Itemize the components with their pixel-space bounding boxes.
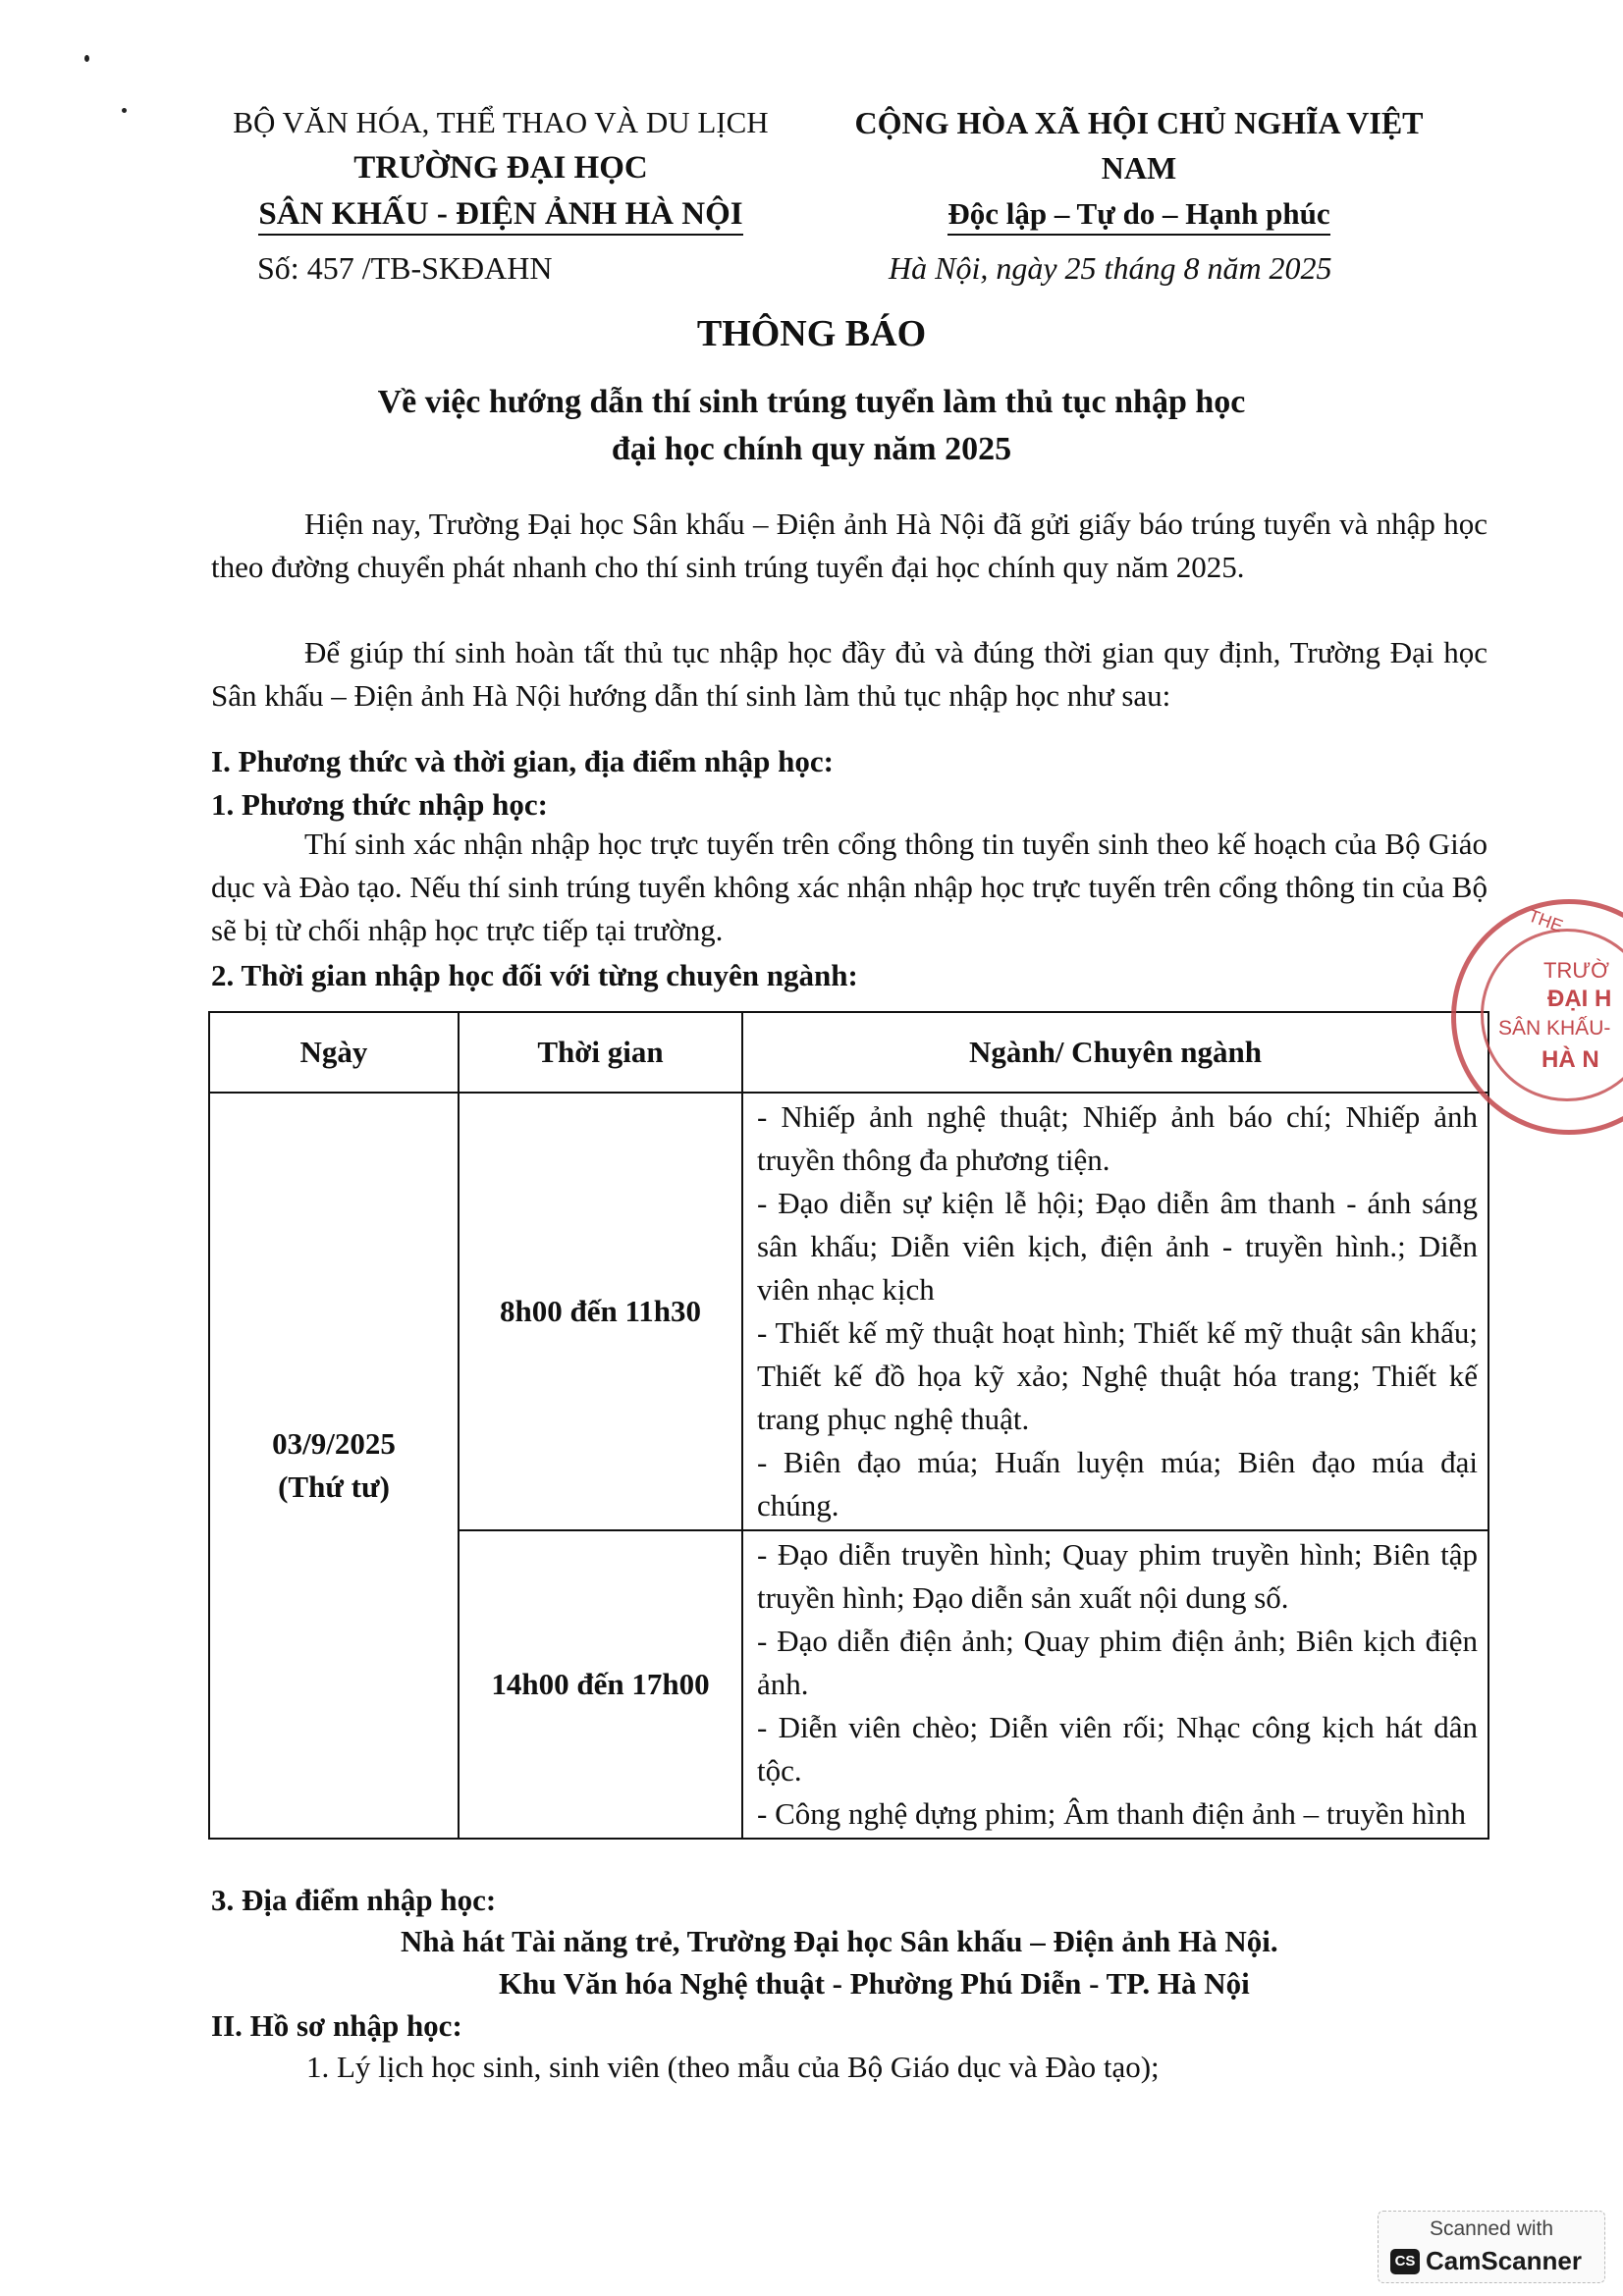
document-subtitle xyxy=(0,379,1623,473)
country-block xyxy=(815,100,1463,236)
document-number: Số: 457 /TB-SKĐAHN xyxy=(257,250,553,286)
major-item: - Đạo diễn điện ảnh; Quay phim điện ảnh; Biên kịch điện ảnh. xyxy=(757,1624,1478,1701)
subsection-1-text: Thí sinh xác nhận nhập học trực tuyến trên cổng thông tin tuyển sinh theo kế hoạch của Bộ Giáo dục và Đào tạo. Nếu thí sinh trúng tuyển không xác nhận nhập học trực tuyến trên cổng thông tin của Bộ sẽ bị từ chối nhập học trực tiếp tại trường. xyxy=(211,827,1488,947)
seal-text-city: HÀ N xyxy=(1542,1046,1599,1073)
intro-paragraph-1: Hiện nay, Trường Đại học Sân khấu – Điện ảnh Hà Nội đã gửi giấy báo trúng tuyển và nhập học theo đường chuyển phát nhanh cho thí sinh trúng tuyển đại học chính quy năm 2025. xyxy=(211,507,1488,584)
scan-speck xyxy=(84,55,89,62)
scan-speck xyxy=(122,108,127,113)
document-list-item-1: 1. Lý lịch học sinh, sinh viên (theo mẫu của Bộ Giáo dục và Đào tạo); xyxy=(306,2050,1160,2084)
subsection-2-heading: 2. Thời gian nhập học đối với từng chuyên ngành: xyxy=(211,958,858,992)
issuer-block xyxy=(221,100,781,236)
weekday-value: (Thứ tư) xyxy=(278,1469,390,1504)
camscanner-logo-icon: CS xyxy=(1390,2249,1420,2274)
time-cell-afternoon: 14h00 đến 17h00 xyxy=(459,1530,742,1839)
watermark-caption: Scanned with xyxy=(1429,2217,1554,2240)
school-name-line2: SÂN KHẤU - ĐIỆN ẢNH HÀ NỘI xyxy=(258,194,742,236)
intro-paragraph-2: Để giúp thí sinh hoàn tất thủ tục nhập học đầy đủ và đúng thời gian quy định, Trường Đại học Sân khấu – Điện ảnh Hà Nội hướng dẫn thí sinh làm thủ tục nhập học như sau: xyxy=(211,635,1488,713)
official-seal xyxy=(1451,891,1623,1137)
table-row xyxy=(209,1093,1488,1530)
subtitle-line1: Về việc hướng dẫn thí sinh trúng tuyển làm thủ tục nhập học xyxy=(377,384,1246,420)
camscanner-watermark xyxy=(1378,2211,1605,2283)
document-title: THÔNG BÁO xyxy=(696,313,927,354)
school-name-line1: TRƯỜNG ĐẠI HỌC xyxy=(353,150,648,186)
header-date: Ngày xyxy=(209,1012,459,1093)
major-item: - Đạo diễn sự kiện lễ hội; Đạo diễn âm thanh - ánh sáng sân khấu; Diễn viên kịch, điện ảnh - truyền hình.; Diễn viên nhạc kịch xyxy=(757,1186,1478,1307)
location-line-2: Khu Văn hóa Nghệ thuật - Phường Phú Diễn - TP. Hà Nội xyxy=(499,1966,1250,2001)
time-cell-morning: 8h00 đến 11h30 xyxy=(459,1093,742,1530)
admission-schedule-table xyxy=(208,1011,1489,1840)
subtitle-line2: đại học chính quy năm 2025 xyxy=(611,431,1012,467)
subsection-3-heading: 3. Địa điểm nhập học: xyxy=(211,1883,497,1917)
motto-wrap xyxy=(815,190,1463,236)
major-item: - Diễn viên chèo; Diễn viên rối; Nhạc công kịch hát dân tộc. xyxy=(757,1710,1478,1788)
major-item: - Nhiếp ảnh nghệ thuật; Nhiếp ảnh báo chí; Nhiếp ảnh truyền thông đa phương tiện. xyxy=(757,1099,1478,1177)
seal-text-top: THE xyxy=(1525,905,1566,936)
majors-cell-afternoon xyxy=(742,1530,1488,1839)
ministry-name: BỘ VĂN HÓA, THỂ THAO VÀ DU LỊCH xyxy=(233,105,769,139)
section-1-heading: I. Phương thức và thời gian, địa điểm nhập học: xyxy=(211,744,834,778)
seal-text-university: ĐẠI H xyxy=(1547,986,1612,1012)
table-header-row xyxy=(209,1012,1488,1093)
header-time: Thời gian xyxy=(459,1012,742,1093)
date-cell xyxy=(209,1093,459,1839)
watermark-brand: CamScanner xyxy=(1426,2246,1582,2275)
country-name: CỘNG HÒA XÃ HỘI CHỦ NGHĨA VIỆT NAM xyxy=(854,105,1424,186)
seal-text-school: TRƯỜ xyxy=(1543,958,1609,983)
place-and-date: Hà Nội, ngày 25 tháng 8 năm 2025 xyxy=(889,250,1332,286)
major-item: - Biên đạo múa; Huấn luyện múa; Biên đạo múa đại chúng. xyxy=(757,1445,1478,1522)
location-line-1: Nhà hát Tài năng trẻ, Trường Đại học Sân khấu – Điện ảnh Hà Nội. xyxy=(401,1924,1278,1958)
header-major: Ngành/ Chuyên ngành xyxy=(742,1012,1488,1093)
major-item: - Đạo diễn truyền hình; Quay phim truyền hình; Biên tập truyền hình; Đạo diễn sản xuất nội dung số. xyxy=(757,1537,1478,1615)
date-value: 03/9/2025 xyxy=(272,1426,396,1461)
major-item: - Công nghệ dựng phim; Âm thanh điện ảnh – truyền hình xyxy=(757,1796,1466,1831)
major-item: - Thiết kế mỹ thuật hoạt hình; Thiết kế mỹ thuật sân khấu; Thiết kế đồ họa kỹ xảo; Nghệ thuật hóa trang; Thiết kế trang phục nghệ thuật. xyxy=(757,1315,1478,1436)
section-2-heading: II. Hồ sơ nhập học: xyxy=(211,2008,462,2043)
seal-text-name: SÂN KHẤU- xyxy=(1498,1017,1611,1040)
subsection-1-heading: 1. Phương thức nhập học: xyxy=(211,787,548,822)
school-name-line2-wrap xyxy=(221,190,781,236)
majors-cell-morning xyxy=(742,1093,1488,1530)
motto: Độc lập – Tự do – Hạnh phúc xyxy=(947,194,1329,236)
